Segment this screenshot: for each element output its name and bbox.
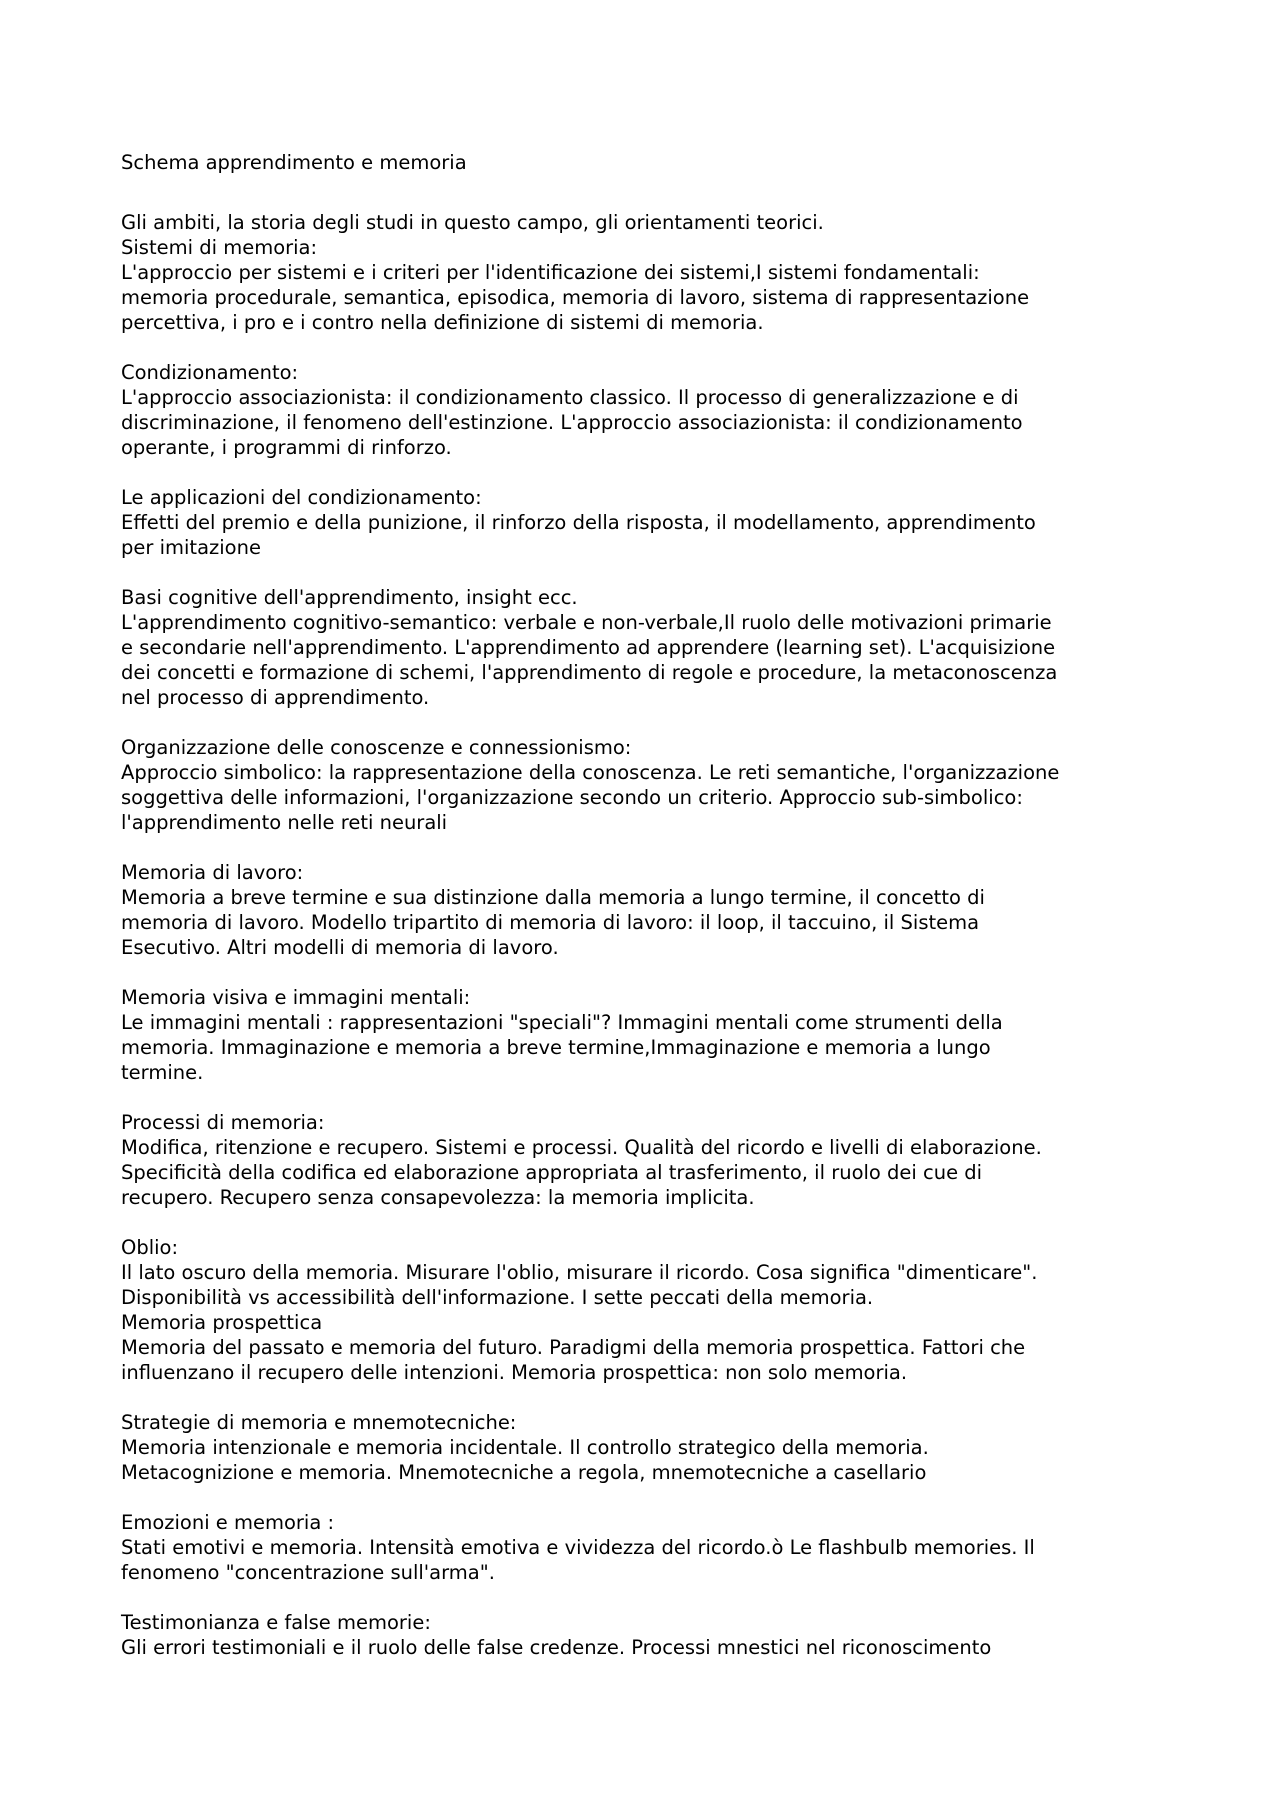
- text-line: fenomeno "concentrazione sull'arma".: [121, 1561, 495, 1584]
- text-line: L'approccio associazionista: il condizionamento classico. Il processo di generalizzazione e di: [121, 386, 1019, 409]
- text-line: Le applicazioni del condizionamento:: [121, 486, 482, 509]
- text-line: Memoria visiva e immagini mentali:: [121, 986, 471, 1009]
- paragraph-gap: [121, 1485, 1171, 1510]
- paragraph: [121, 985, 1171, 1085]
- document-title: Schema apprendimento e memoria: [121, 151, 467, 174]
- document-page: [121, 150, 1171, 1660]
- text-line: Memoria del passato e memoria del futuro. Paradigmi della memoria prospettica. Fattori che: [121, 1336, 1026, 1359]
- text-line: Specificità della codifica ed elaborazione appropriata al trasferimento, il ruolo dei cue di: [121, 1161, 983, 1184]
- text-line: Le immagini mentali : rappresentazioni "speciali"? Immagini mentali come strumenti della: [121, 1011, 1003, 1034]
- text-line: Memoria intenzionale e memoria incidentale. Il controllo strategico della memoria.: [121, 1436, 929, 1459]
- paragraph: [121, 1410, 1171, 1485]
- text-line: Sistemi di memoria:: [121, 236, 318, 259]
- text-line: soggettiva delle informazioni, l'organizzazione secondo un criterio. Approccio sub-simbolico:: [121, 786, 1023, 809]
- text-line: Emozioni e memoria :: [121, 1511, 335, 1534]
- paragraph-gap: [121, 960, 1171, 985]
- paragraph-gap: [121, 710, 1171, 735]
- paragraph: [121, 585, 1171, 710]
- paragraph: [121, 1610, 1171, 1660]
- text-line: Processi di memoria:: [121, 1111, 325, 1134]
- paragraph: [121, 485, 1171, 560]
- text-line: Memoria di lavoro:: [121, 861, 304, 884]
- text-line: L'apprendimento cognitivo-semantico: verbale e non-verbale,Il ruolo delle motivazioni primarie: [121, 611, 1052, 634]
- text-line: Strategie di memoria e mnemotecniche:: [121, 1411, 517, 1434]
- text-line: Modifica, ritenzione e recupero. Sistemi e processi. Qualità del ricordo e livelli di elaborazione.: [121, 1136, 1042, 1159]
- text-line: recupero. Recupero senza consapevolezza: la memoria implicita.: [121, 1186, 755, 1209]
- text-line: memoria procedurale, semantica, episodica, memoria di lavoro, sistema di rappresentazione: [121, 286, 1030, 309]
- text-line: e secondarie nell'apprendimento. L'apprendimento ad apprendere (learning set). L'acquisizione: [121, 636, 1056, 659]
- text-line: nel processo di apprendimento.: [121, 686, 430, 709]
- text-line: Testimonianza e false memorie:: [121, 1611, 431, 1634]
- paragraph: [121, 1235, 1171, 1385]
- text-line: memoria di lavoro. Modello tripartito di memoria di lavoro: il loop, il taccuino, il Sistema: [121, 911, 980, 934]
- paragraph: [121, 360, 1171, 460]
- text-line: percettiva, i pro e i contro nella definizione di sistemi di memoria.: [121, 311, 764, 334]
- text-line: Oblio:: [121, 1236, 179, 1259]
- text-line: Il lato oscuro della memoria. Misurare l'oblio, misurare il ricordo. Cosa significa "dimenticare".: [121, 1261, 1038, 1284]
- text-line: Memoria a breve termine e sua distinzione dalla memoria a lungo termine, il concetto di: [121, 886, 985, 909]
- paragraph-gap: [121, 1210, 1171, 1235]
- text-line: Memoria prospettica: [121, 1311, 323, 1334]
- text-line: discriminazione, il fenomeno dell'estinzione. L'approccio associazionista: il condizionamento: [121, 411, 1023, 434]
- text-line: Metacognizione e memoria. Mnemotecniche a regola, mnemotecniche a casellario: [121, 1461, 927, 1484]
- paragraph-gap: [121, 560, 1171, 585]
- text-line: Esecutivo. Altri modelli di memoria di lavoro.: [121, 936, 559, 959]
- text-line: Gli errori testimoniali e il ruolo delle false credenze. Processi mnestici nel riconoscimento: [121, 1636, 992, 1659]
- text-line: L'approccio per sistemi e i criteri per l'identificazione dei sistemi,I sistemi fondamentali:: [121, 261, 980, 284]
- text-line: per imitazione: [121, 536, 261, 559]
- text-line: Basi cognitive dell'apprendimento, insight ecc.: [121, 586, 578, 609]
- text-line: memoria. Immaginazione e memoria a breve termine,Immaginazione e memoria a lungo: [121, 1036, 991, 1059]
- paragraph: [121, 1510, 1171, 1585]
- text-line: Stati emotivi e memoria. Intensità emotiva e vividezza del ricordo.ò Le flashbulb memories. Il: [121, 1536, 1035, 1559]
- text-line: Condizionamento:: [121, 361, 299, 384]
- paragraph: [121, 210, 1171, 335]
- paragraph-gap: [121, 335, 1171, 360]
- text-line: termine.: [121, 1061, 204, 1084]
- text-line: Organizzazione delle conoscenze e connessionismo:: [121, 736, 632, 759]
- text-line: influenzano il recupero delle intenzioni. Memoria prospettica: non solo memoria.: [121, 1361, 908, 1384]
- text-line: operante, i programmi di rinforzo.: [121, 436, 452, 459]
- paragraph-gap: [121, 835, 1171, 860]
- paragraph-gap: [121, 1085, 1171, 1110]
- text-line: Approccio simbolico: la rappresentazione della conoscenza. Le reti semantiche, l'organizzazione: [121, 761, 1060, 784]
- text-line: Disponibilità vs accessibilità dell'informazione. I sette peccati della memoria.: [121, 1286, 874, 1309]
- paragraph: [121, 1110, 1171, 1210]
- text-line: dei concetti e formazione di schemi, l'apprendimento di regole e procedure, la metaconoscenza: [121, 661, 1058, 684]
- paragraph-gap: [121, 1385, 1171, 1410]
- document-body: [121, 210, 1171, 1660]
- text-line: Effetti del premio e della punizione, il rinforzo della risposta, il modellamento, apprendimento: [121, 511, 1036, 534]
- paragraph-gap: [121, 1585, 1171, 1610]
- paragraph: [121, 860, 1171, 960]
- text-line: Gli ambiti, la storia degli studi in questo campo, gli orientamenti teorici.: [121, 211, 824, 234]
- paragraph: [121, 735, 1171, 835]
- paragraph-gap: [121, 460, 1171, 485]
- text-line: l'apprendimento nelle reti neurali: [121, 811, 448, 834]
